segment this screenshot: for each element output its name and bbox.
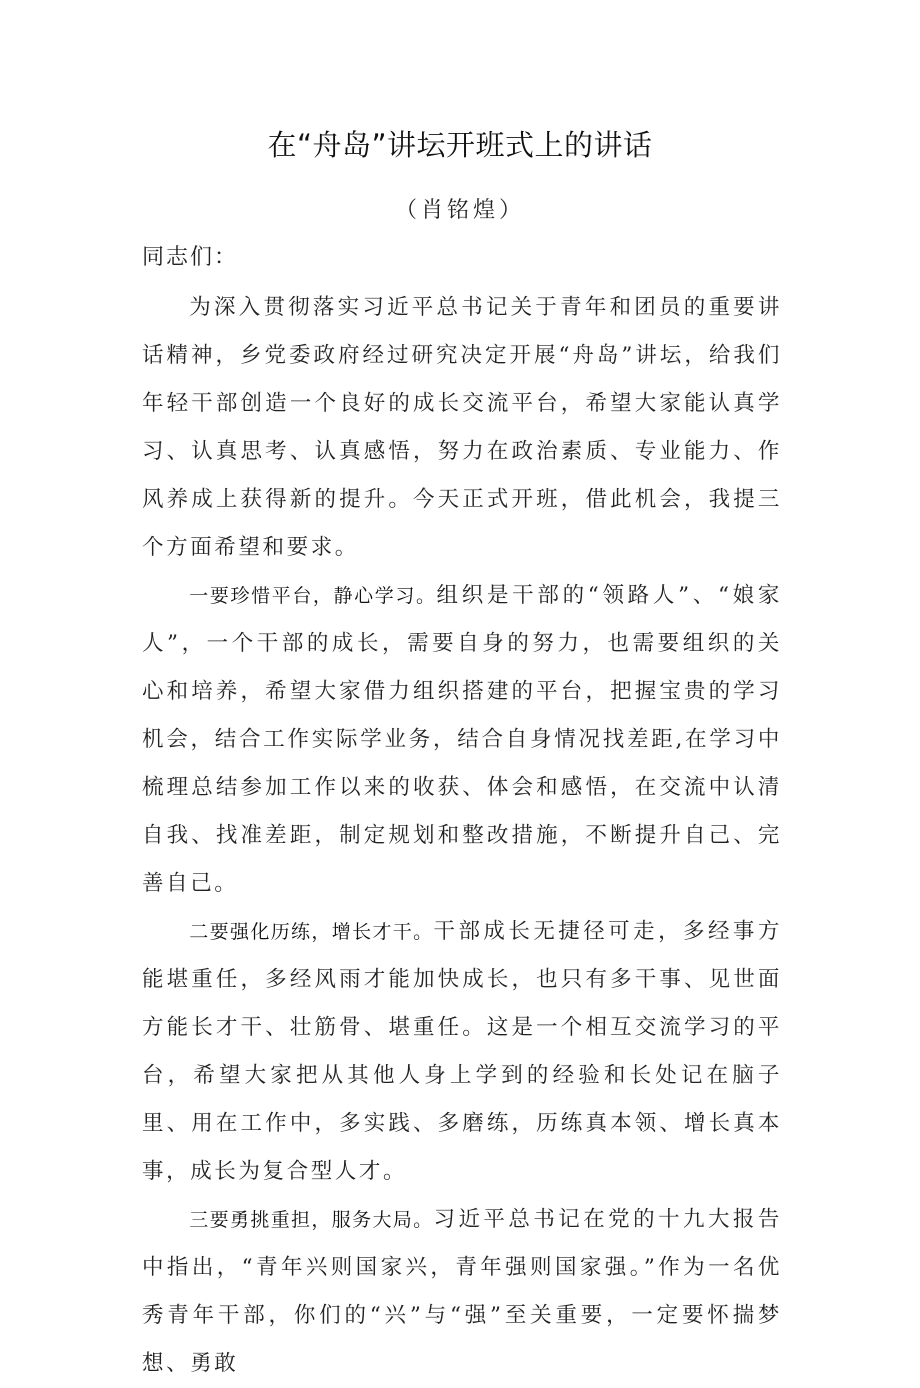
document-author: （肖铭煌） xyxy=(394,198,525,223)
paragraph-point-3 xyxy=(142,1196,782,1388)
document-title: 在“舟岛”讲坛开班式上的讲话 xyxy=(267,128,653,162)
paragraph-lead: 一要珍惜平台，静心学习。 xyxy=(189,585,437,607)
paragraph-lead: 二要强化历练，增长才干。 xyxy=(189,921,434,943)
paragraph-point-1 xyxy=(142,572,782,908)
paragraph-lead: 三要勇挑重担，服务大局。 xyxy=(189,1209,434,1231)
paragraph-point-2 xyxy=(142,908,782,1196)
salutation: 同志们： xyxy=(142,245,239,270)
paragraph-text: 为深入贯彻落实习近平总书记关于青年和团员的重要讲话精神，乡党委政府经过研究决定开展“舟岛”讲坛，给我们年轻干部创造一个良好的成长交流平台，希望大家能认真学习、认真思考、认真感悟，努力在政治素质、专业能力、作风养成上获得新的提升。今天正式开班，借此机会，我提三个方面希望和要求。 xyxy=(142,295,782,560)
paragraph-text: 组织是干部的“领路人”、“娘家人”，一个干部的成长，需要自身的努力，也需要组织的关心和培养，希望大家借力组织搭建的平台，把握宝贵的学习机会，结合工作实际学业务，结合自身情况找差距,在学习中梳理总结参加工作以来的收获、体会和感悟，在交流中认清自我、找准差距，制定规划和整改措施，不断提升自己、完善自己。 xyxy=(142,583,782,896)
paragraph-text: 习近平总书记在党的十九大报告中指出，“青年兴则国家兴，青年强则国家强。”作为一名优秀青年干部，你们的“兴”与“强”至关重要，一定要怀揣梦想、勇敢 xyxy=(142,1207,782,1376)
paragraph-intro xyxy=(142,284,782,572)
paragraph-text: 干部成长无捷径可走，多经事方能堪重任，多经风雨才能加快成长，也只有多干事、见世面方能长才干、壮筋骨、堪重任。这是一个相互交流学习的平台，希望大家把从其他人身上学到的经验和长处记在脑子里、用在工作中，多实践、多磨练，历练真本领、增长真本事，成长为复合型人才。 xyxy=(142,919,782,1184)
document-body xyxy=(142,284,782,1388)
